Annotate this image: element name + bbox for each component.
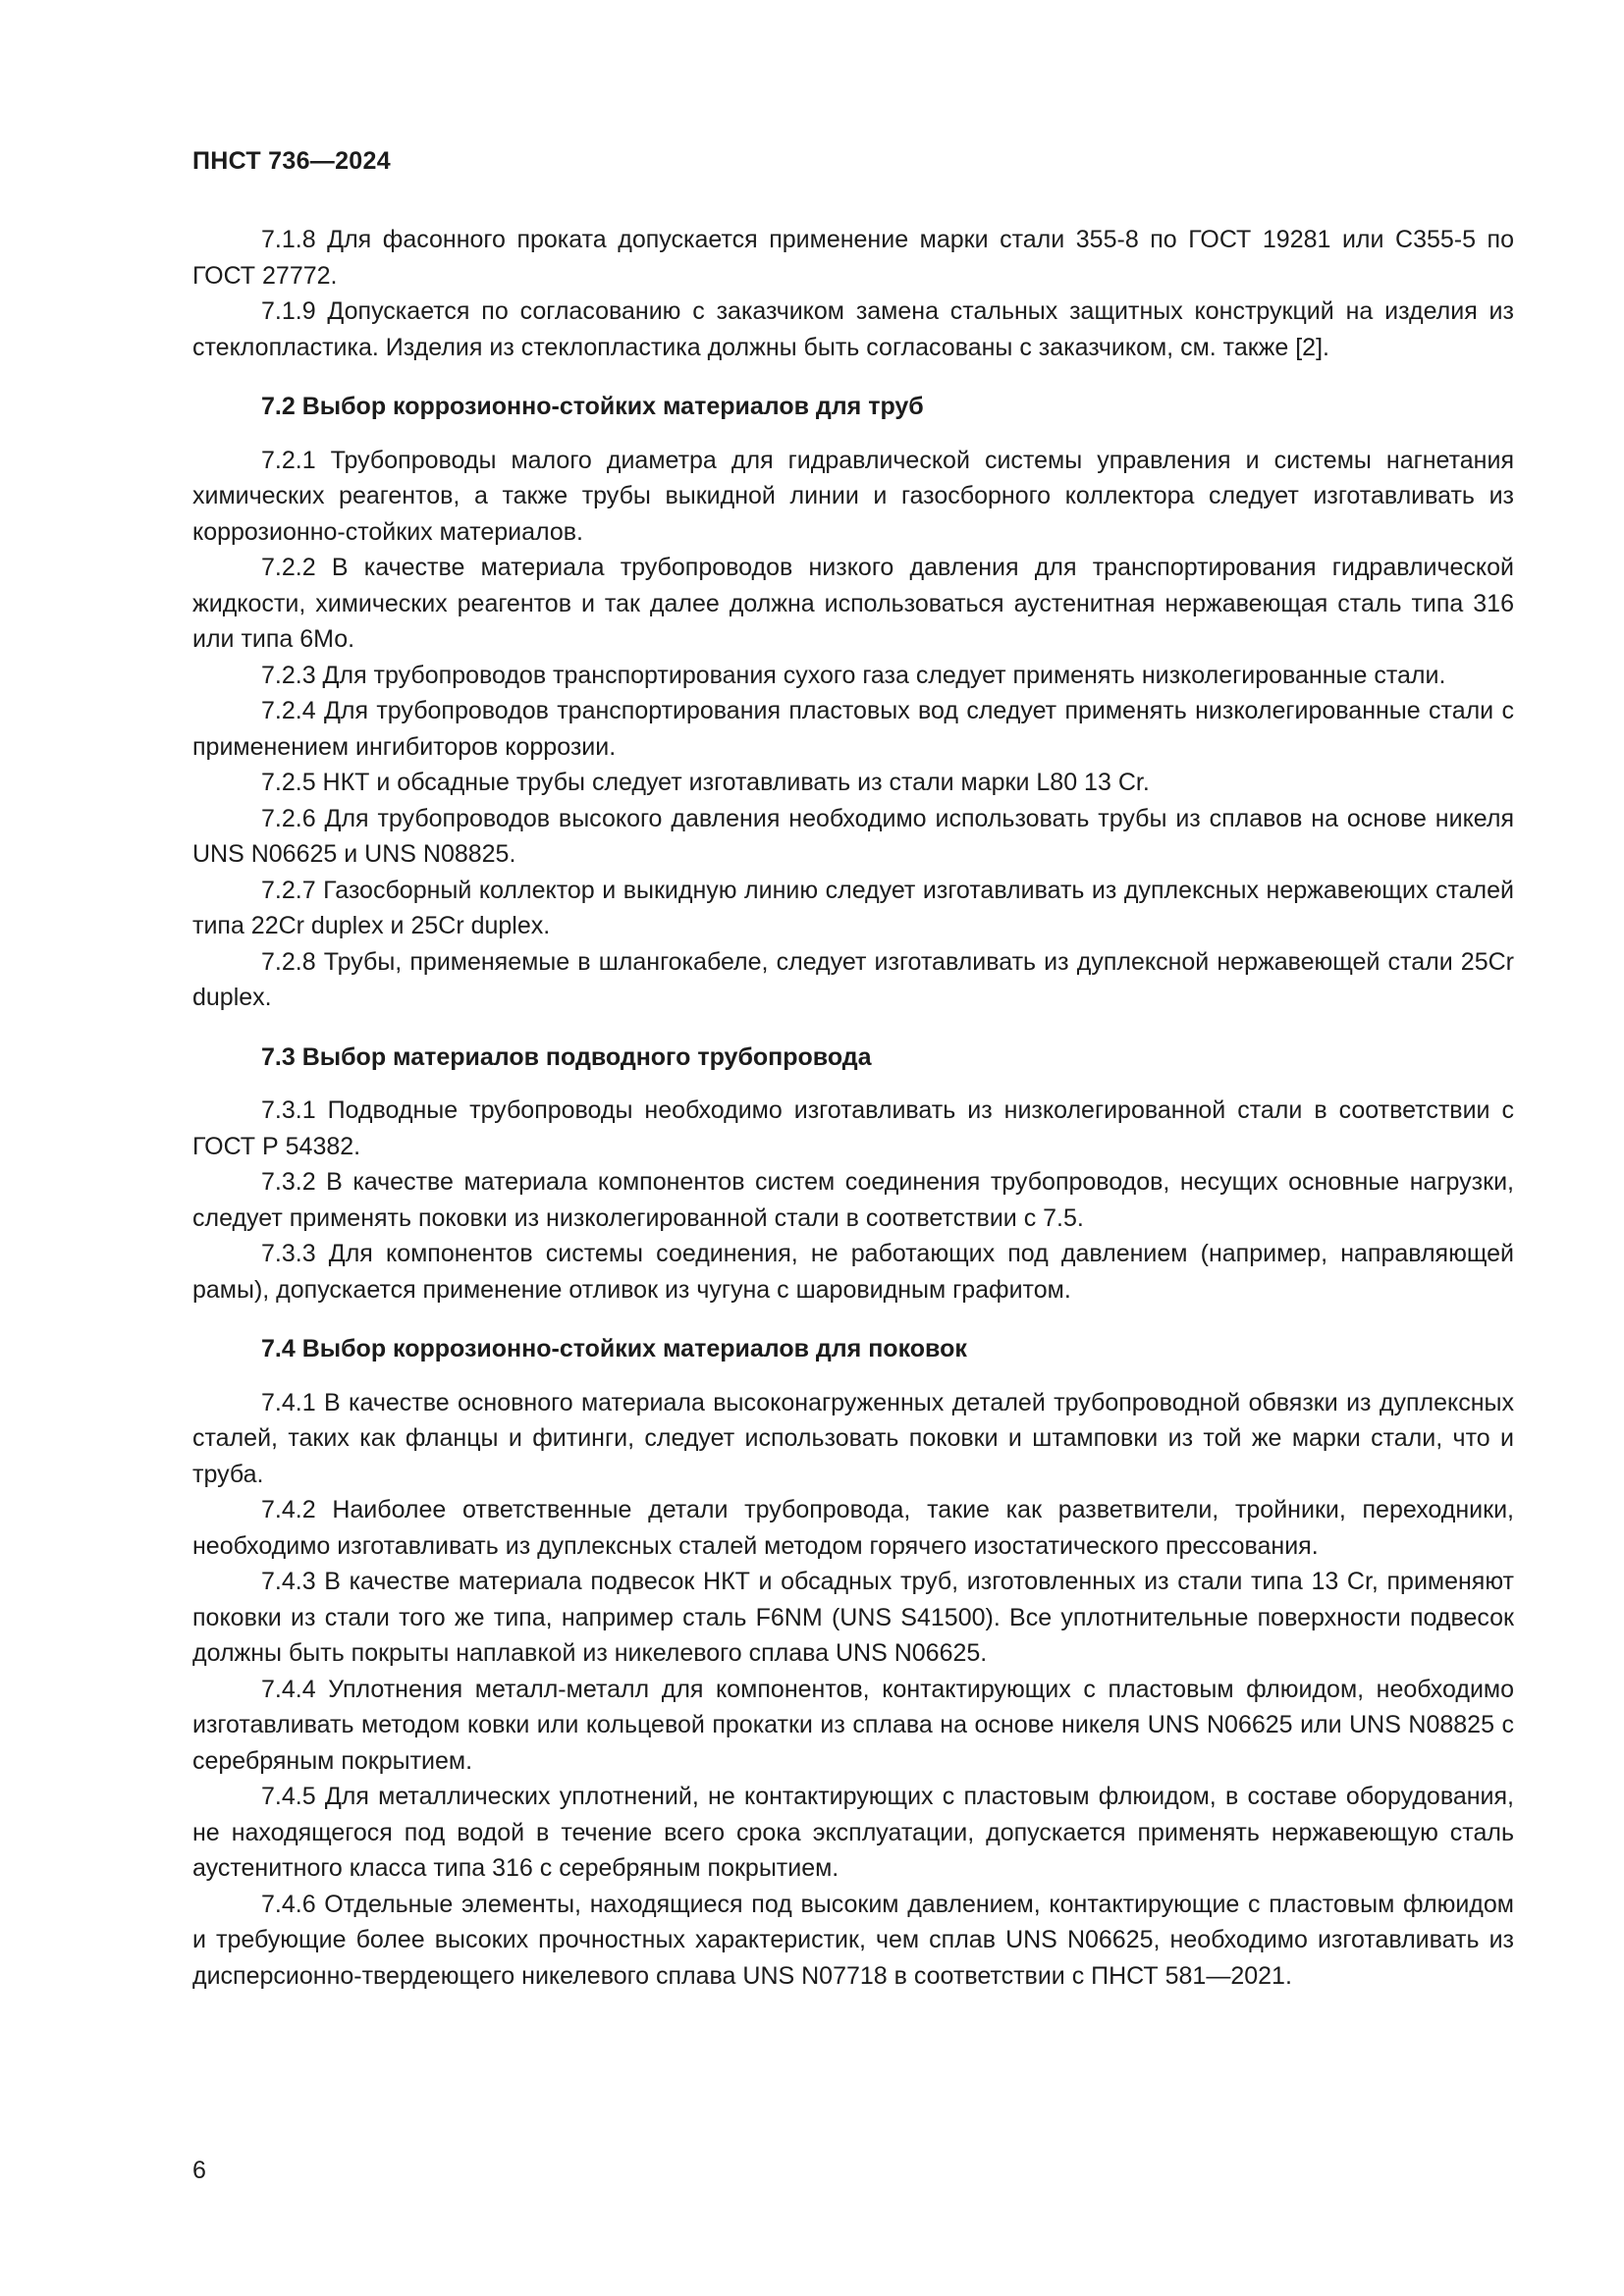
paragraph-7-2-1: 7.2.1 Трубопроводы малого диаметра для гидравлической системы управления и системы нагнетания химических реагентов, а также трубы выкидной линии и газосборного коллектора следует изготавливать из коррозионно-стойких материалов. (192, 446, 1514, 546)
section-title-7-3: 7.3 Выбор материалов подводного трубопровода (261, 1042, 872, 1071)
paragraph-7-2-4: 7.2.4 Для трубопроводов транспортирования пластовых вод следует применять низколегированные стали с применением ингибиторов коррозии. (192, 697, 1514, 761)
paragraph-7-3-1: 7.3.1 Подводные трубопроводы необходимо изготавливать из низколегированной стали в соответствии с ГОСТ Р 54382. (192, 1096, 1514, 1160)
paragraph-7-4-4: 7.4.4 Уплотнения металл-металл для компонентов, контактирующих с пластовым флюидом, необходимо изготавливать методом ковки или кольцевой прокатки из сплава на основе никеля UNS N06625 или UNS N08825 с серебряным покрытием. (192, 1675, 1514, 1775)
paragraph-7-3-3: 7.3.3 Для компонентов системы соединения, не работающих под давлением (например, направляющей рамы), допускается применение отливок из чугуна с шаровидным графитом. (192, 1240, 1514, 1304)
paragraph-7-2-2: 7.2.2 В качестве материала трубопроводов низкого давления для транспортирования гидравлической жидкости, химических реагентов и так далее должна использоваться аустенитная нержавеющая сталь типа 316 или типа 6Мо. (192, 554, 1514, 653)
section-title-7-4: 7.4 Выбор коррозионно-стойких материалов для поковок (261, 1335, 967, 1362)
paragraph-7-1-9: 7.1.9 Допускается по согласованию с заказчиком замена стальных защитных конструкций на изделия из стеклопластика. Изделия из стеклопластика должны быть согласованы с заказчиком, см. также [2]. (192, 297, 1514, 361)
page-number: 6 (192, 2157, 206, 2184)
paragraph-7-2-8: 7.2.8 Трубы, применяемые в шлангокабеле, следует изготавливать из дуплексной нержавеющей стали 25Cr duplex. (192, 947, 1514, 1011)
document-body (192, 222, 1514, 1994)
paragraph-7-2-6: 7.2.6 Для трубопроводов высокого давления необходимо использовать трубы из сплавов на основе никеля UNS N06625 и UNS N08825. (192, 804, 1514, 868)
paragraph-7-2-7: 7.2.7 Газосборный коллектор и выкидную линию следует изготавливать из дуплексных нержавеющих сталей типа 22Cr duplex и 25Cr duplex. (192, 876, 1514, 939)
paragraph-7-4-5: 7.4.5 Для металлических уплотнений, не контактирующих с пластовым флюидом, в составе оборудования, не находящегося под водой в течение всего срока эксплуатации, допускается применять нержавеющую сталь аустенитного класса типа 316 с серебряным покрытием. (192, 1783, 1514, 1882)
paragraph-7-4-2: 7.4.2 Наиболее ответственные детали трубопровода, такие как разветвители, тройники, переходники, необходимо изготавливать из дуплексных сталей методом горячего изостатического прессования. (192, 1496, 1514, 1560)
document-code-header: ПНСТ 736—2024 (192, 147, 391, 175)
paragraph-7-4-6: 7.4.6 Отдельные элементы, находящиеся под высоким давлением, контактирующие с пластовым флюидом и требующие более высоких прочностных характеристик, чем сплав UNS N06625, необходимо изготавливать из дисперсионно-твердеющего никелевого сплава UNS N07718 в соответствии с ПНСТ 581—2021. (192, 1890, 1514, 1990)
paragraph-7-1-8: 7.1.8 Для фасонного проката допускается применение марки стали 355-8 по ГОСТ 19281 или С355-5 по ГОСТ 27772. (192, 226, 1514, 290)
paragraph-7-4-1: 7.4.1 В качестве основного материала высоконагруженных деталей трубопроводной обвязки из дуплексных сталей, таких как фланцы и фитинги, следует использовать поковки и штамповки из той же марки стали, что и труба. (192, 1388, 1514, 1488)
paragraph-7-2-5: 7.2.5 НКТ и обсадные трубы следует изготавливать из стали марки L80 13 Cr. (261, 769, 1150, 796)
paragraph-7-2-3: 7.2.3 Для трубопроводов транспортирования сухого газа следует применять низколегированные стали. (261, 661, 1446, 689)
paragraph-7-3-2: 7.3.2 В качестве материала компонентов систем соединения трубопроводов, несущих основные нагрузки, следует применять поковки из низколегированной стали в соответствии с 7.5. (192, 1168, 1514, 1232)
section-title-7-2: 7.2 Выбор коррозионно-стойких материалов для труб (261, 393, 924, 420)
paragraph-7-4-3: 7.4.3 В качестве материала подвесок НКТ и обсадных труб, изготовленных из стали типа 13 Cr, применяют поковки из стали того же типа, например сталь F6NM (UNS S41500). Все уплотнительные поверхности подвесок должны быть покрыты наплавкой из никелевого сплава UNS N06625. (192, 1568, 1514, 1667)
